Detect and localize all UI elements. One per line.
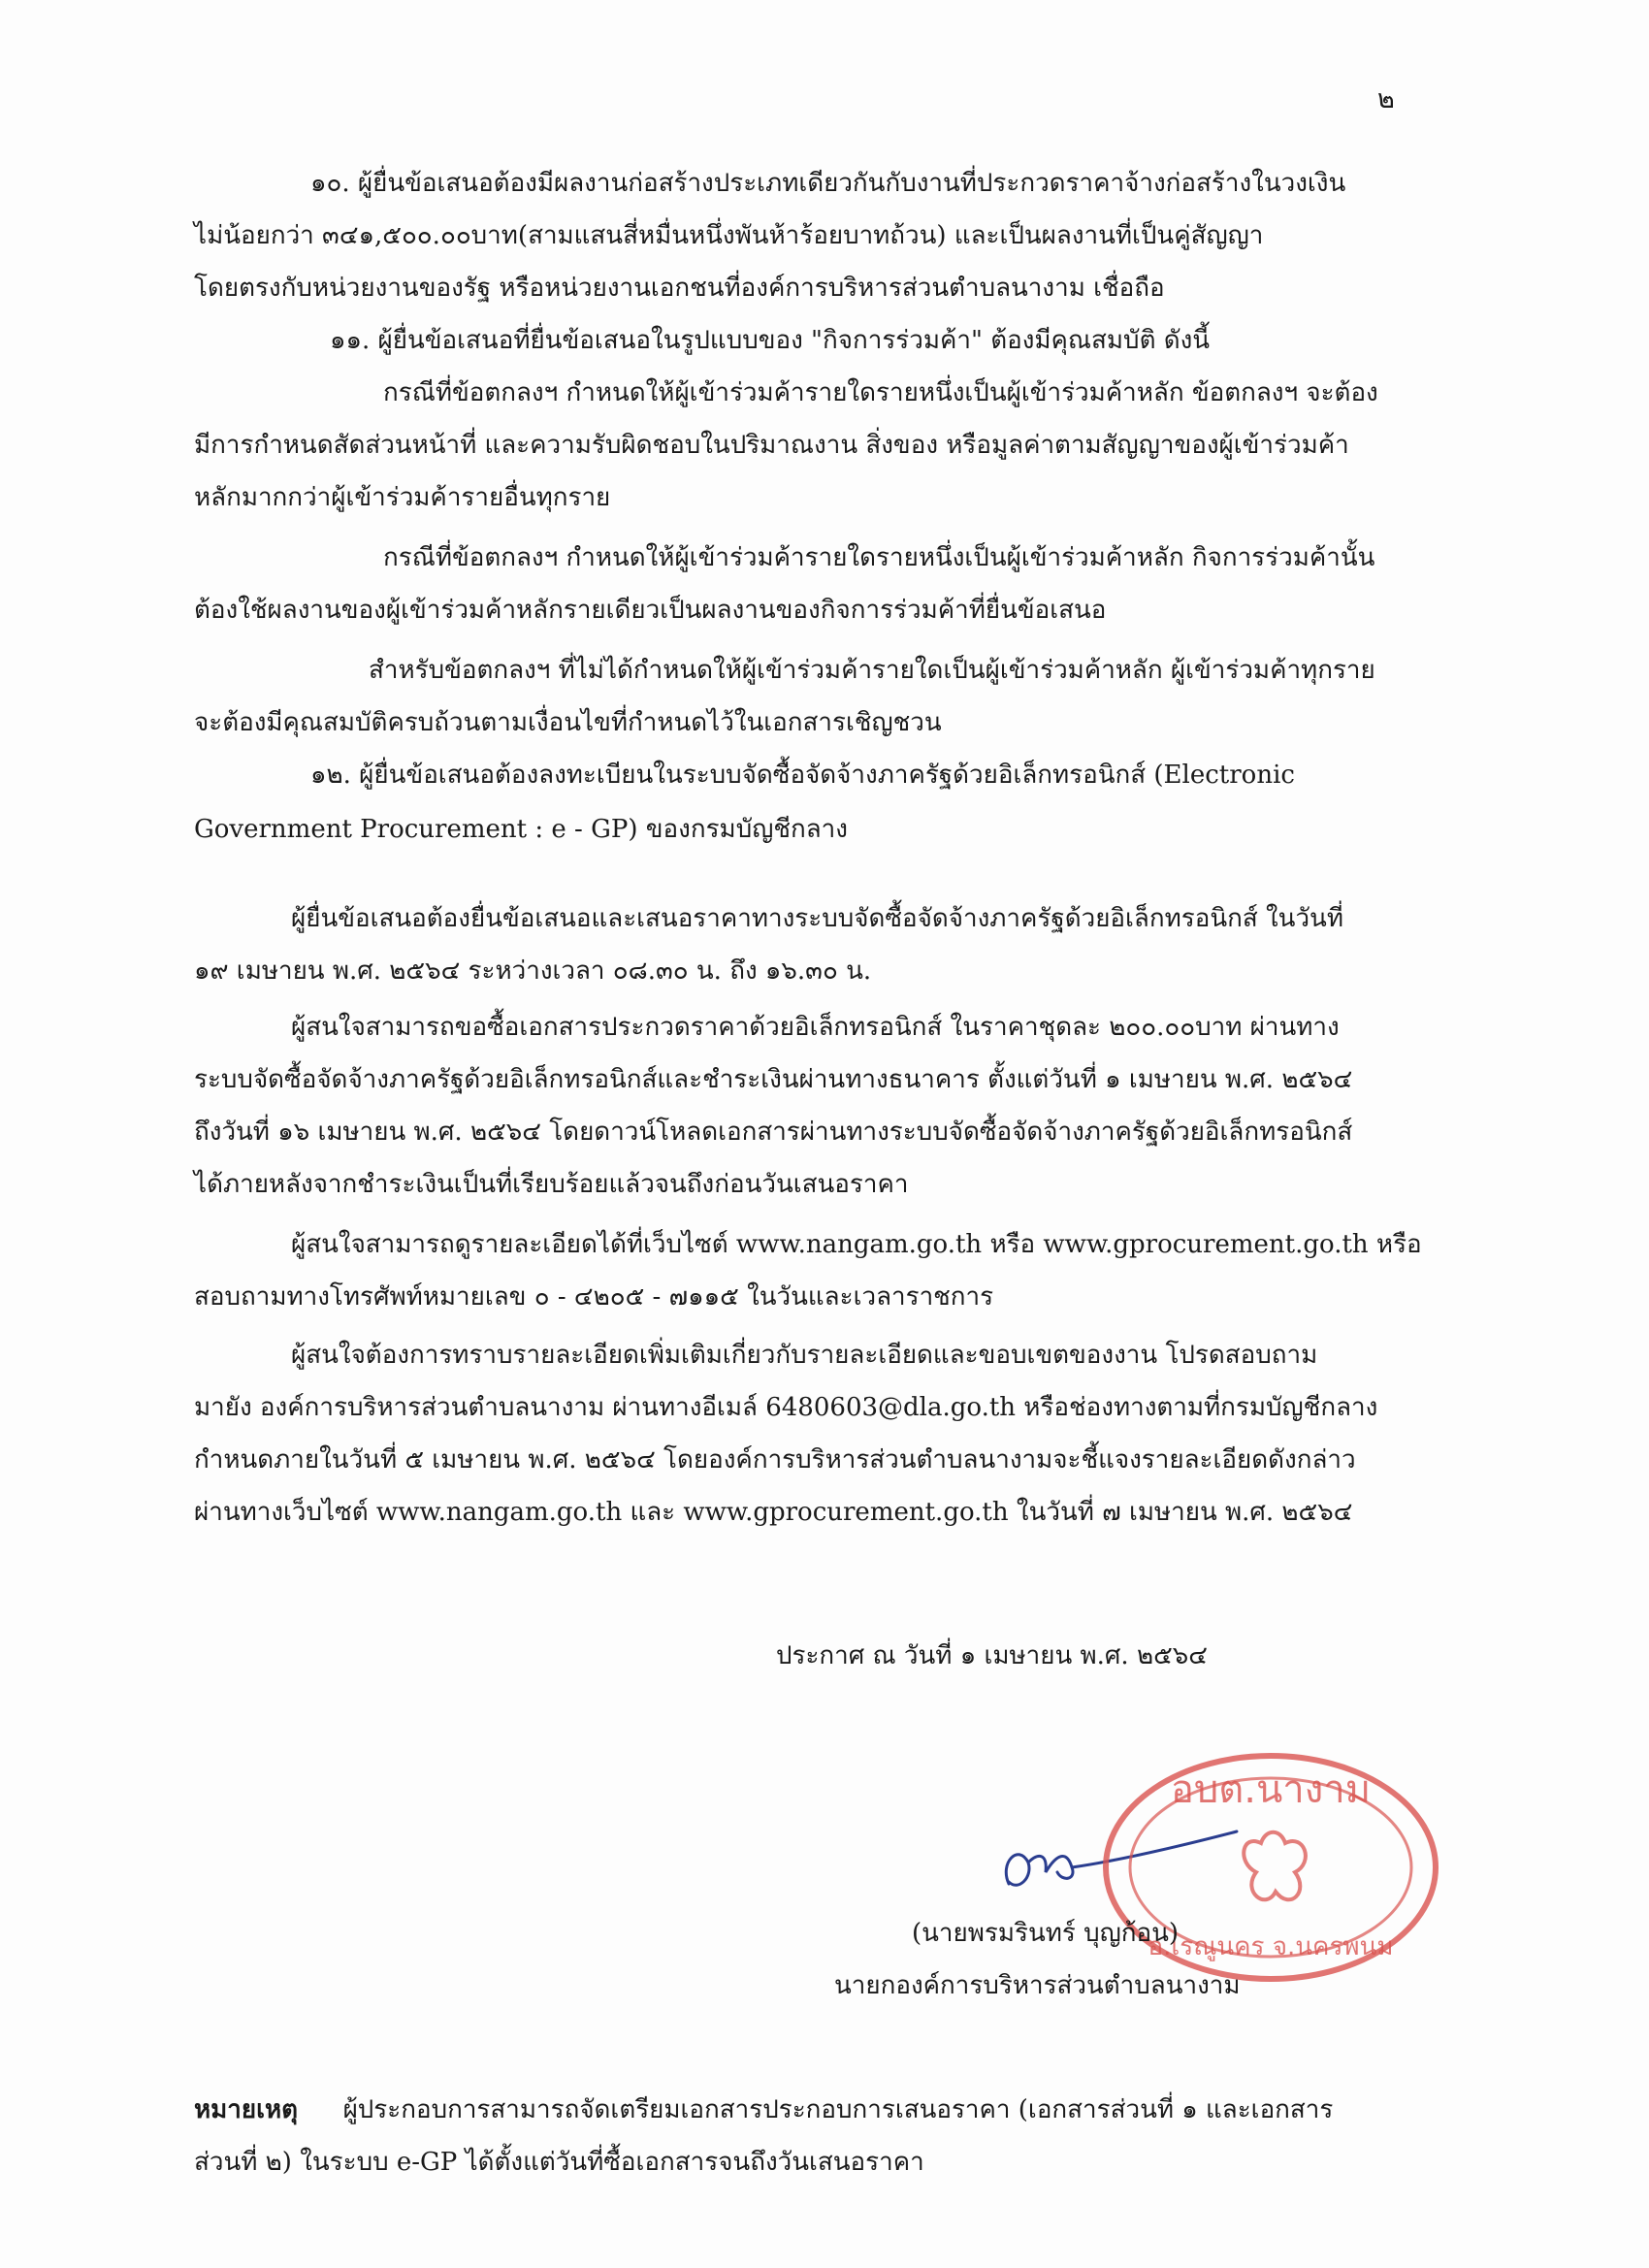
text-line: กรณีที่ข้อตกลงฯ กำหนดให้ผู้เข้าร่วมค้ารายใดรายหนึ่งเป็นผู้เข้าร่วมค้าหลัก กิจการร่วมค้านั้น — [383, 543, 1375, 572]
announce-date: ประกาศ ณ วันที่ ๑ เมษายน พ.ศ. ๒๕๖๔ — [776, 1641, 1208, 1670]
text-line: กำหนดภายในวันที่ ๕ เมษายน พ.ศ. ๒๕๖๔ โดยองค์การบริหารส่วนตำบลนางามจะชี้แจงรายละเอียดดังกล่าว — [194, 1445, 1356, 1474]
text-line: ได้ภายหลังจากชำระเงินเป็นที่เรียบร้อยแล้วจนถึงก่อนวันเสนอราคา — [194, 1170, 909, 1199]
text-line: ระบบจัดซื้อจัดจ้างภาครัฐด้วยอิเล็กทรอนิกส์และชำระเงินผ่านทางธนาคาร ตั้งแต่วันที่ ๑ เมษายน พ.ศ. ๒๕๖๔ — [194, 1065, 1353, 1094]
note-label: หมายเหตุ — [194, 2095, 299, 2124]
text-line: มายัง องค์การบริหารส่วนตำบลนางาม ผ่านทางอีเมล์ 6480603@dla.go.th หรือช่องทางตามที่กรมบัญชีกลาง — [194, 1393, 1378, 1422]
text-line: มีการกำหนดสัดส่วนหน้าที่ และความรับผิดชอบในปริมาณงาน สิ่งของ หรือมูลค่าตามสัญญาของผู้เข้าร่วมค้า — [194, 431, 1349, 460]
text-line: จะต้องมีคุณสมบัติครบถ้วนตามเงื่อนไขที่กำหนดไว้ในเอกสารเชิญชวน — [194, 708, 942, 737]
svg-text:อ.เรณูนคร จ.นครพนม: อ.เรณูนคร จ.นครพนม — [1148, 1932, 1394, 1961]
signer-title: นายกองค์การบริหารส่วนตำบลนางาม — [834, 1971, 1241, 2000]
svg-text:อบต.นางาม: อบต.นางาม — [1170, 1767, 1372, 1812]
text-line: Government Procurement : e - GP) ของกรมบัญชีกลาง — [194, 815, 848, 844]
text-line: ๑๒. ผู้ยื่นข้อเสนอต้องลงทะเบียนในระบบจัดซื้อจัดจ้างภาครัฐด้วยอิเล็กทรอนิกส์ (Electronic — [310, 761, 1295, 790]
text-line: สำหรับข้อตกลงฯ ที่ไม่ได้กำหนดให้ผู้เข้าร่วมค้ารายใดเป็นผู้เข้าร่วมค้าหลัก ผู้เข้าร่วมค้าทุกราย — [369, 656, 1375, 685]
seal-stamp-icon — [1096, 1746, 1445, 1989]
note-row — [194, 2093, 1333, 2126]
text-line: สอบถามทางโทรศัพท์หมายเลข ๐ - ๔๒๐๕ - ๗๑๑๕ ในวันและเวลาราชการ — [194, 1282, 994, 1312]
text-line: ๑๐. ผู้ยื่นข้อเสนอต้องมีผลงานก่อสร้างประเภทเดียวกันกับงานที่ประกวดราคาจ้างก่อสร้างในวงเงิน — [310, 169, 1346, 198]
text-line: ถึงวันที่ ๑๖ เมษายน พ.ศ. ๒๕๖๔ โดยดาวน์โหลดเอกสารผ่านทางระบบจัดซื้อจัดจ้างภาครัฐด้วยอิเล็กทรอนิกส์ — [194, 1118, 1353, 1147]
text-line: ๑๑. ผู้ยื่นข้อเสนอที่ยื่นข้อเสนอในรูปแบบของ "กิจการร่วมค้า" ต้องมีคุณสมบัติ ดังนี้ — [330, 326, 1211, 355]
text-line: ๑๙ เมษายน พ.ศ. ๒๕๖๔ ระหว่างเวลา ๐๘.๓๐ น. ถึง ๑๖.๓๐ น. — [194, 956, 872, 986]
text-line: ต้องใช้ผลงานของผู้เข้าร่วมค้าหลักรายเดียวเป็นผลงานของกิจการร่วมค้าที่ยื่นข้อเสนอ — [194, 596, 1107, 625]
text-line: หลักมากกว่าผู้เข้าร่วมค้ารายอื่นทุกราย — [194, 483, 611, 512]
text-line: ผู้ยื่นข้อเสนอต้องยื่นข้อเสนอและเสนอราคาทางระบบจัดซื้อจัดจ้างภาครัฐด้วยอิเล็กทรอนิกส์ ในวันที่ — [291, 904, 1343, 933]
text-line: ผู้สนใจต้องการทราบรายละเอียดเพิ่มเติมเกี่ยวกับรายละเอียดและขอบเขตของงาน โปรดสอบถาม — [291, 1341, 1318, 1370]
page-number: ๒ — [1377, 84, 1395, 114]
note-text-2: ส่วนที่ ๒) ในระบบ e-GP ได้ตั้งแต่วันที่ซื้อเอกสารจนถึงวันเสนอราคา — [194, 2148, 924, 2177]
note-text: ผู้ประกอบการสามารถจัดเตรียมเอกสารประกอบการเสนอราคา (เอกสารส่วนที่ ๑ และเอกสาร — [342, 2095, 1334, 2124]
text-line: โดยตรงกับหน่วยงานของรัฐ หรือหน่วยงานเอกชนที่องค์การบริหารส่วนตำบลนางาม เชื่อถือ — [194, 274, 1165, 303]
text-line: ผ่านทางเว็บไซต์ www.nangam.go.th และ www.gprocurement.go.th ในวันที่ ๗ เมษายน พ.ศ. ๒๕๖๔ — [194, 1498, 1353, 1527]
text-line: ผู้สนใจสามารถดูรายละเอียดได้ที่เว็บไซต์ www.nangam.go.th หรือ www.gprocurement.go.th หรือ — [291, 1230, 1422, 1259]
text-line: ผู้สนใจสามารถขอซื้อเอกสารประกวดราคาด้วยอิเล็กทรอนิกส์ ในราคาชุดละ ๒๐๐.๐๐บาท ผ่านทาง — [291, 1013, 1340, 1042]
signer-name: (นายพรมรินทร์ บุญก้อน) — [912, 1919, 1180, 1948]
text-line: กรณีที่ข้อตกลงฯ กำหนดให้ผู้เข้าร่วมค้ารายใดรายหนึ่งเป็นผู้เข้าร่วมค้าหลัก ข้อตกลงฯ จะต้อง — [383, 378, 1378, 407]
text-line: ไม่น้อยกว่า ๓๔๑,๕๐๐.๐๐บาท(สามแสนสี่หมื่นหนึ่งพันห้าร้อยบาทถ้วน) และเป็นผลงานที่เป็นคู่สัญญา — [194, 221, 1264, 250]
